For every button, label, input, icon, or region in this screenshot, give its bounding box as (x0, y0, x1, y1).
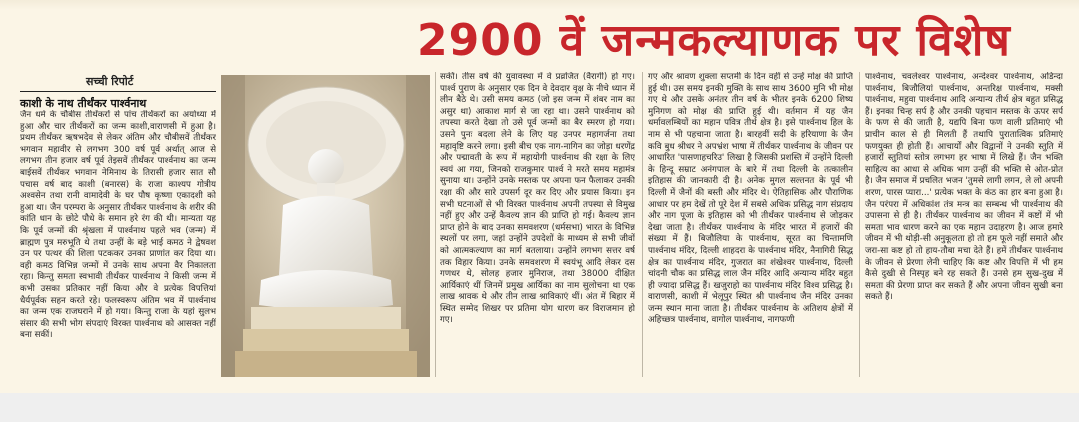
statue-image-icon (221, 75, 430, 377)
column-4-text: गए और श्रावण शुक्ला सप्तमी के दिन वहीं से उन्हें मोक्ष की प्राप्ति हुई थी। उस समय इनकी मुक्ति के साथ साथ 3600 मुनि भी मोक्ष गए थे और उसके अनंतर तीन वर्ष के भीतर इनके 6200 शिष्य मुनिगण को मोक्ष की प्राप्ति हुई थी। वर्तमान में यह जैन धर्मावलम्बियों का महान पवित्र तीर्थ क्षेत्र है। इसे पार्श्वनाथ हिल के नाम से भी पहचाना जाता है। बारहवीं सदी के हरियाणा के जैन कवि बुध श्रीधर ने अपभ्रंश भाषा में तीर्थंकर पार्श्वनाथ के जीवन पर आधारित 'पासणाहचरिउ' लिखा है जिसकी प्रशस्ति में उन्होंने दिल्ली के हिन्दू सम्राट अनंगपाल के बारे में तथा दिल्ली के तत्कालीन इतिहास की जानकारी दी है। अनेक मुगल सल्तनत के पूर्व भी दिल्ली में जैनों की बस्ती और मंदिर थे। ऐतिहासिक और पौराणिक आधार पर हम देखें तो पूरे देश में सबसे अधिक प्रसिद्ध नाग संप्रदाय और नाग पूजा के इतिहास को भी तीर्थंकर पार्श्वनाथ से जोड़कर देखा जाता है। तीर्थंकर पार्श्वनाथ के मंदिर भारत में हजारों की संख्या में हैं। बिजौलिया के पार्श्वनाथ, सूरत का चिन्तामणि पार्श्वनाथ मंदिर, दिल्ली शाहदरा के पार्श्वनाथ मंदिर, नैनागिरी सिद्ध क्षेत्र का पार्श्वनाथ मंदिर, गुजरात का शंखेश्वर पार्श्वनाथ, दिल्ली चांदनी चौक का प्रसिद्ध लाल जैन मंदिर आदि अन्यान्य मंदिर बहुत ही ज्यादा प्रसिद्ध हैं। खजुराहो का पार्श्वनाथ मंदिर विश्व प्रसिद्ध है। वाराणसी, काशी में भेलूपुर स्थित श्री पार्श्वनाथ जैन मंदिर उनका जन्म स्थान माना जाता है। तीर्थंकर पार्श्वनाथ के अतिशय क्षेत्रों में अहिच्छत्र पार्श्वनाथ, वागोल पार्श्वनाथ, नागफणी (648, 72, 853, 326)
column-3 (440, 72, 635, 377)
byline-rule (20, 91, 216, 92)
page-bottom-strip (0, 393, 1079, 422)
column-1-text: जैन धर्म के चौबीस तीर्थंकरों से पांच तीर्थंकरों का अयोध्या में हुआ और चार तीर्थंकरों का जन्म काशी,वाराणसी में हुआ है। प्रथम तीर्थंकर ऋषभदेव से लेकर अंतिम और चौबीसवें तीर्थंकर भगवान महावीर से लगभग 300 वर्ष पूर्व अर्थात् आज से लगभग तीन हजार वर्ष पूर्व तेइसवें तीर्थंकर पार्श्वनाथ का जन्म बाईसवें तीर्थंकर भगवान नेमिनाथ के तिरासी हजार सात सौ पचास वर्ष बाद काशी (बनारस) के राजा काश्यप गोत्रीय अश्वसेन तथा रानी वामादेवी के घर पौष कृष्णा एकादशी को हुआ था। जैन परम्परा के अनुसार तीर्थंकर पार्श्वनाथ के शरीर की कांति धान के छोटे पौधे के समान हरे रंग की थी। मान्यता यह कि पूर्व जन्मों की श्रृंखला में पार्श्वनाथ पहले भव (जन्म) में ब्राह्मण पुत्र मरुभूति थे तथा उन्हीं के बड़े भाई कमठ ने द्वेषवश उन पर पत्थर की शिला पटककर उनका प्राणांत कर दिया था। वही कमठ विभिन्न जन्मों में उनके साथ अपना वैर निकालता रहा। किन्तु समता स्वभावी तीर्थंकर पार्श्वनाथ ने किसी जन्म में कभी उसका प्रतिकार नहीं किया और वे प्रत्येक विपत्तियां धैर्यपूर्वक सहन करते रहे। फलस्वरूप अंतिम भव में पार्श्वनाथ का जन्म एक राजघराने में हो गया। किन्तु राजा के यहां सुलभ संसार की सभी भोग संपदाएं विरक्त पार्श्वनाथ को आसक्त नहीं बना सकीं। (20, 110, 216, 341)
column-1 (20, 110, 216, 372)
headline: 2900 वें जन्मकल्याणक पर विशेष (417, 15, 1011, 66)
column-5-text: पार्श्वनाथ, चवलेश्वर पार्श्वनाथ, अन्देश्वर पार्श्वनाथ, अडिन्दा पार्श्वनाथ, बिजौलियां पार्श्वनाथ, अन्तरिक्ष पार्श्वनाथ, मक्सी पार्श्वनाथ, महुवा पार्श्वनाथ आदि अन्यान्य तीर्थ क्षेत्र बहुत प्रसिद्ध हैं। इनका चिन्ह सर्प है और उनकी पहचान मस्तक के ऊपर सर्प के फण से की जाती है, यद्यपि बिना फण वाली प्रतिमाएं भी प्राचीन काल से ही मिलती हैं तथापि पुरातात्विक प्रतिमाएं फणयुक्त ही होती हैं। आचार्यों और विद्वानों ने उनकी स्तुति में हजारों स्तुतियां स्तोत्र लगभग हर भाषा में लिखे हैं। जैन भक्ति साहित्य का आधा से अधिक भाग उन्हीं की भक्ति से ओत-प्रोत है। जैन समाज में प्रचलित भजन 'तुमसे लागी लगन, ले लो अपनी शरण, पारस प्यारा...' प्रत्येक भक्त के कंठ का हार बना हुआ है। जैन परंपरा में अधिकांश तंत्र मन्त्र का सम्बन्ध भी पार्श्वनाथ की उपासना से ही है। तीर्थंकर पार्श्वनाथ का जीवन में कष्टों में भी समता भाव धारण करने का एक महान उदाहरण है। आज हमारे जीवन में भी थोड़ी-सी अनुकूलता हो तो हम फूले नहीं समाते और जरा-सा कष्ट हो तो हाय-तौबा मचा देते हैं। हमें तीर्थंकर पार्श्वनाथ के जीवन से प्रेरणा लेनी चाहिए कि कष्ट और विपत्ति में भी हम कैसे दुखी से निस्पृह बने रह सकते हैं। उनसे हम सुख-दुख में समता की प्रेरणा प्राप्त कर सकते हैं और अपना जीवन सुखी बना सकते हैं। (865, 72, 1063, 303)
column-3-text: सकीं। तीस वर्ष की युवावस्था में वे प्रव्रजित (वैरागी) हो गए। पार्श्व पुराण के अनुसार एक दिन वे देवदार वृक्ष के नीचे ध्यान में लीन बैठे थे। उसी समय कमठ (जो इस जन्म में शंबर नाम का असुर था) आकाश मार्ग से जा रहा था। उसने पार्श्वनाथ को तपस्या करते देखा तो उसे पूर्व जन्मों का बैर स्मरण हो गया। उसने पुनः बदला लेने के लिए यह उनपर महागर्जना तथा महावृष्टि करने लगा। इसी बीच एक नाग-नागिन का जोड़ा धरणेंद्र और पद्मावती के रूप में महायोगी पार्श्वनाथ की रक्षा के लिए स्वयं आ गया, जिनको राजकुमार पार्श्व ने मरते समय महामंत्र सुनाया था। उन्होंने उनके मस्तक पर अपना फन फैलाकर उनकी रक्षा की और सारे उपसर्ग दूर कर दिए और प्रयास किया। इन सभी घटनाओं से भी विरक्त पार्श्वनाथ अपनी तपस्या से विमुख नहीं हुए और उन्हें कैवल्य ज्ञान की प्राप्ति हो गई। कैवल्य ज्ञान प्राप्त होने के बाद उनका समवशरण (धर्मसभा) भारत के विभिन्न स्थलों पर लगा, जहां उन्होंने उपदेशों के माध्यम से सभी जीवों को आत्मकल्याण का मार्ग बतलाया। उन्होंने लगभग सत्तर वर्ष तक विहार किया। उनके समवशरण में स्वयंभू आदि लेकर दस गणधर थे, सोलह हजार मुनिराज, तथा 38000 दीक्षित आर्यिकाएं थीं जिनमें प्रमुख आर्यिका का नाम सुलोचना था एक लाख श्रावक थे और तीन लाख श्राविकाएं थीं। अंत में बिहार में स्थित सम्मेद शिखर पर प्रतिमा योग धारण कर विराजमान हो गए। (440, 72, 635, 326)
column-divider (435, 72, 436, 377)
column-divider (642, 72, 643, 377)
statue-image (221, 75, 430, 377)
column-4 (648, 72, 853, 377)
byline: सच्ची रिपोर्ट (86, 75, 134, 88)
subheading: काशी के नाथ तीर्थंकर पार्श्वनाथ (20, 97, 147, 110)
column-5 (865, 72, 1063, 377)
column-divider (859, 72, 860, 377)
